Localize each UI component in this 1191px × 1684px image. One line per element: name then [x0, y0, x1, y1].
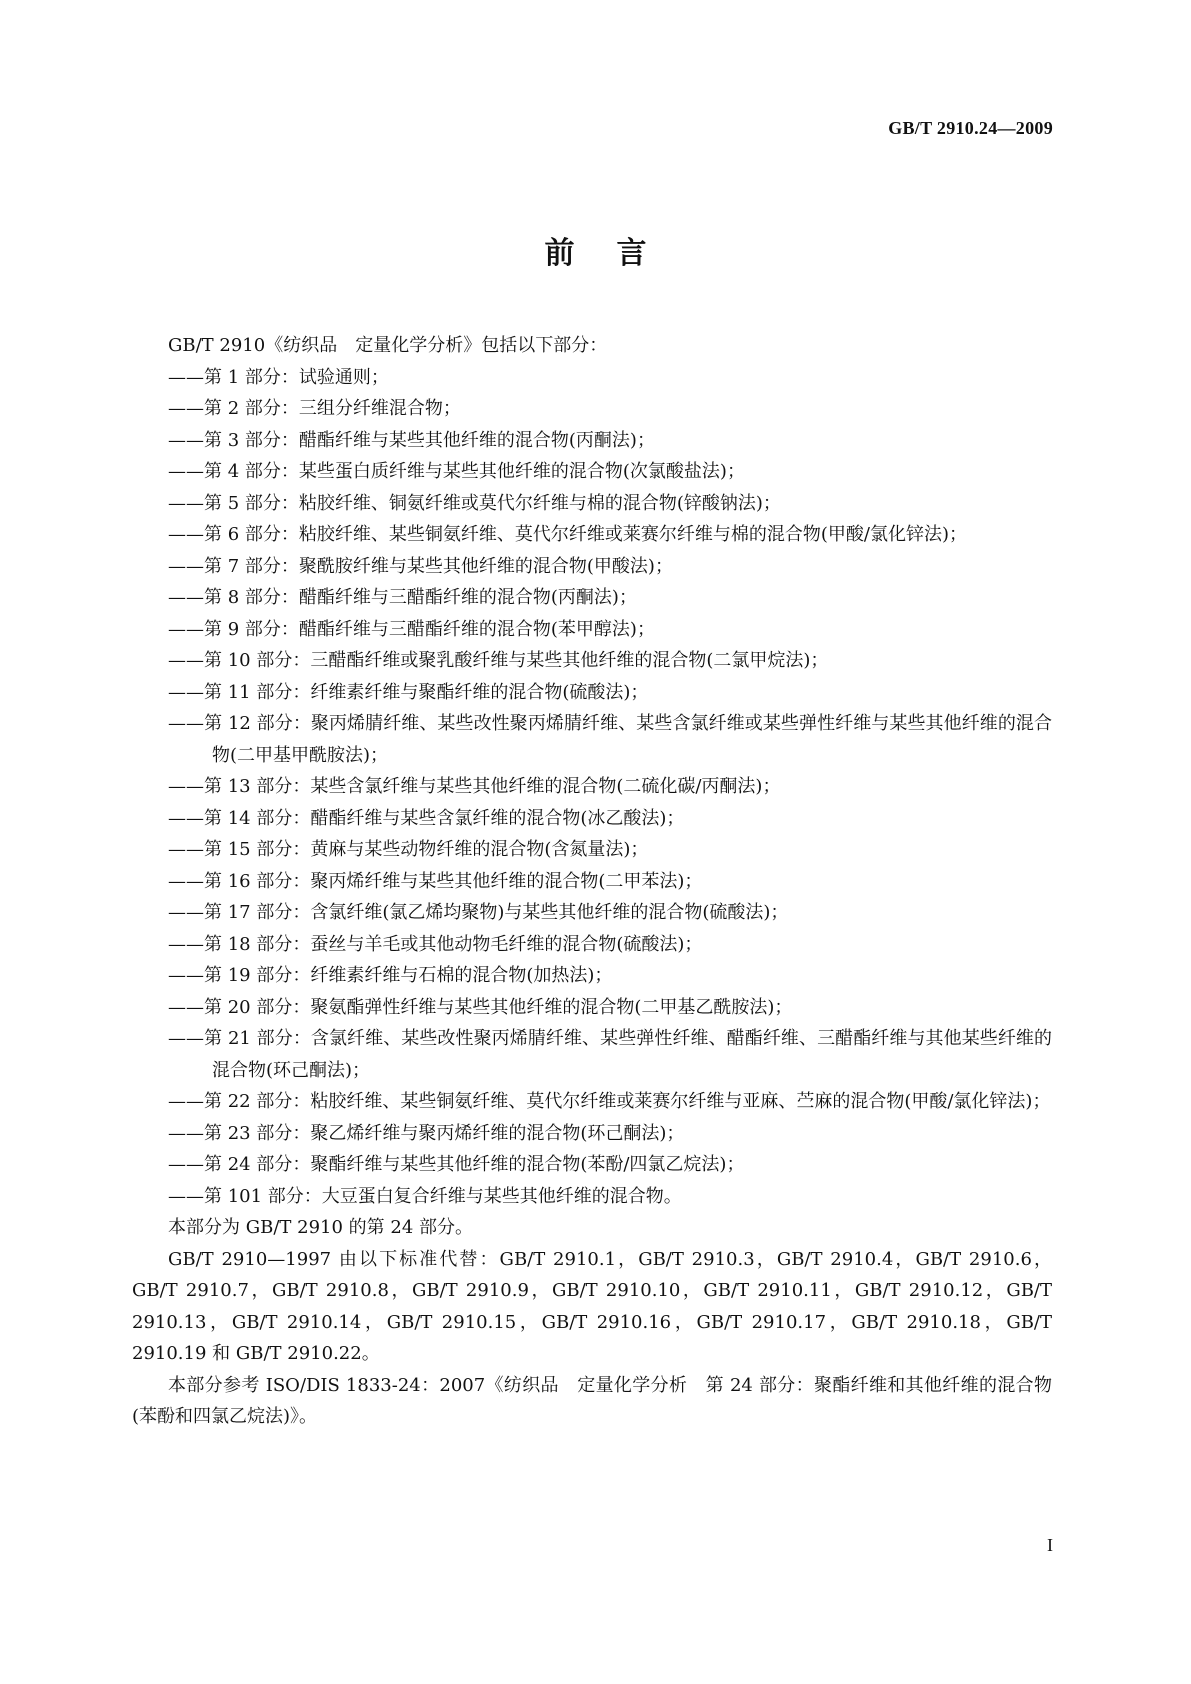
this-part-paragraph: 本部分为 GB/T 2910 的第 24 部分。: [168, 1217, 473, 1238]
list-item: ——第 19 部分：纤维素纤维与石棉的混合物(加热法)；: [168, 965, 613, 986]
list-item: ——第 23 部分：聚乙烯纤维与聚丙烯纤维的混合物(环己酮法)；: [168, 1122, 685, 1144]
list-item: ——第 101 部分：大豆蛋白复合纤维与某些其他纤维的混合物。: [168, 1185, 682, 1207]
intro-paragraph: GB/T 2910《纺织品 定量化学分析》包括以下部分：: [168, 335, 608, 356]
list-item: ——第 8 部分：醋酯纤维与三醋酯纤维的混合物(丙酮法)；: [168, 587, 637, 608]
list-item: ——第 14 部分：醋酯纤维与某些含氯纤维的混合物(冰乙酸法)；: [168, 807, 685, 829]
list-item: ——第 16 部分：聚丙烯纤维与某些其他纤维的混合物(二甲苯法)；: [168, 870, 703, 892]
list-item: ——第 22 部分：粘胶纤维、某些铜氨纤维、莫代尔纤维或莱赛尔纤维与亚麻、苎麻的混合物(甲酸/氯化锌法)；: [168, 1091, 1051, 1112]
list-item: ——第 20 部分：聚氨酯弹性纤维与某些其他纤维的混合物(二甲基乙酰胺法)；: [168, 996, 793, 1018]
list-item: ——第 12 部分：聚丙烯腈纤维、某些改性聚丙烯腈纤维、某些含氯纤维或某些弹性纤维与某些其他纤维的混合物(二甲基甲酰胺法)；: [168, 713, 1052, 766]
list-item: ——第 21 部分：含氯纤维、某些改性聚丙烯腈纤维、某些弹性纤维、醋酯纤维、三醋酯纤维与其他某些纤维的混合物(环己酮法)；: [168, 1028, 1052, 1081]
list-item: ——第 1 部分：试验通则；: [168, 366, 389, 388]
page-title: 前言: [544, 236, 689, 271]
list-item: ——第 5 部分：粘胶纤维、铜氨纤维或莫代尔纤维与棉的混合物(锌酸钠法)；: [168, 492, 781, 514]
list-item: ——第 11 部分：纤维素纤维与聚酯纤维的混合物(硫酸法)；: [168, 681, 649, 703]
list-item: ——第 7 部分：聚酰胺纤维与某些其他纤维的混合物(甲酸法)；: [168, 555, 673, 577]
list-item: ——第 24 部分：聚酯纤维与某些其他纤维的混合物(苯酚/四氯乙烷法)；: [168, 1154, 745, 1175]
standard-number: GB/T 2910.24—2009: [888, 118, 1053, 138]
page-number: I: [1047, 1535, 1053, 1555]
list-item: ——第 4 部分：某些蛋白质纤维与某些其他纤维的混合物(次氯酸盐法)；: [168, 461, 745, 482]
list-item: ——第 10 部分：三醋酯纤维或聚乳酸纤维与某些其他纤维的混合物(二氯甲烷法)；: [168, 650, 829, 671]
list-item: ——第 17 部分：含氯纤维(氯乙烯均聚物)与某些其他纤维的混合物(硫酸法)；: [168, 902, 789, 923]
list-item: ——第 15 部分：黄麻与某些动物纤维的混合物(含氮量法)；: [168, 839, 649, 860]
replaces-paragraph: GB/T 2910—1997 由以下标准代替：GB/T 2910.1，GB/T 2910.3，GB/T 2910.4，GB/T 2910.6，GB/T 2910.7，GB/T 2910.8，GB/T 2910.9，GB/T 2910.10，GB/T 2910.11，GB/T 2910.12，GB/T 2910.13，GB/T 2910.14，GB/T 2910.15，GB/T 2910.16，GB/T 2910.17，GB/T 2910.18，GB/T 2910.19 和 GB/T 2910.22。: [132, 1248, 1052, 1364]
list-item: ——第 6 部分：粘胶纤维、某些铜氨纤维、莫代尔纤维或莱赛尔纤维与棉的混合物(甲酸/氯化锌法)；: [168, 524, 968, 545]
document-body: [132, 330, 1052, 1433]
list-item: ——第 2 部分：三组分纤维混合物；: [168, 398, 461, 419]
list-item: ——第 18 部分：蚕丝与羊毛或其他动物毛纤维的混合物(硫酸法)；: [168, 933, 703, 955]
list-item: ——第 9 部分：醋酯纤维与三醋酯纤维的混合物(苯甲醇法)；: [168, 618, 655, 640]
reference-paragraph: 本部分参考 ISO/DIS 1833-24：2007《纺织品 定量化学分析 第 24 部分：聚酯纤维和其他纤维的混合物(苯酚和四氯乙烷法)》。: [132, 1374, 1052, 1427]
list-item: ——第 13 部分：某些含氯纤维与某些其他纤维的混合物(二硫化碳/丙酮法)；: [168, 776, 781, 797]
list-item: ——第 3 部分：醋酯纤维与某些其他纤维的混合物(丙酮法)；: [168, 429, 655, 451]
parts-list: [132, 362, 1052, 1213]
